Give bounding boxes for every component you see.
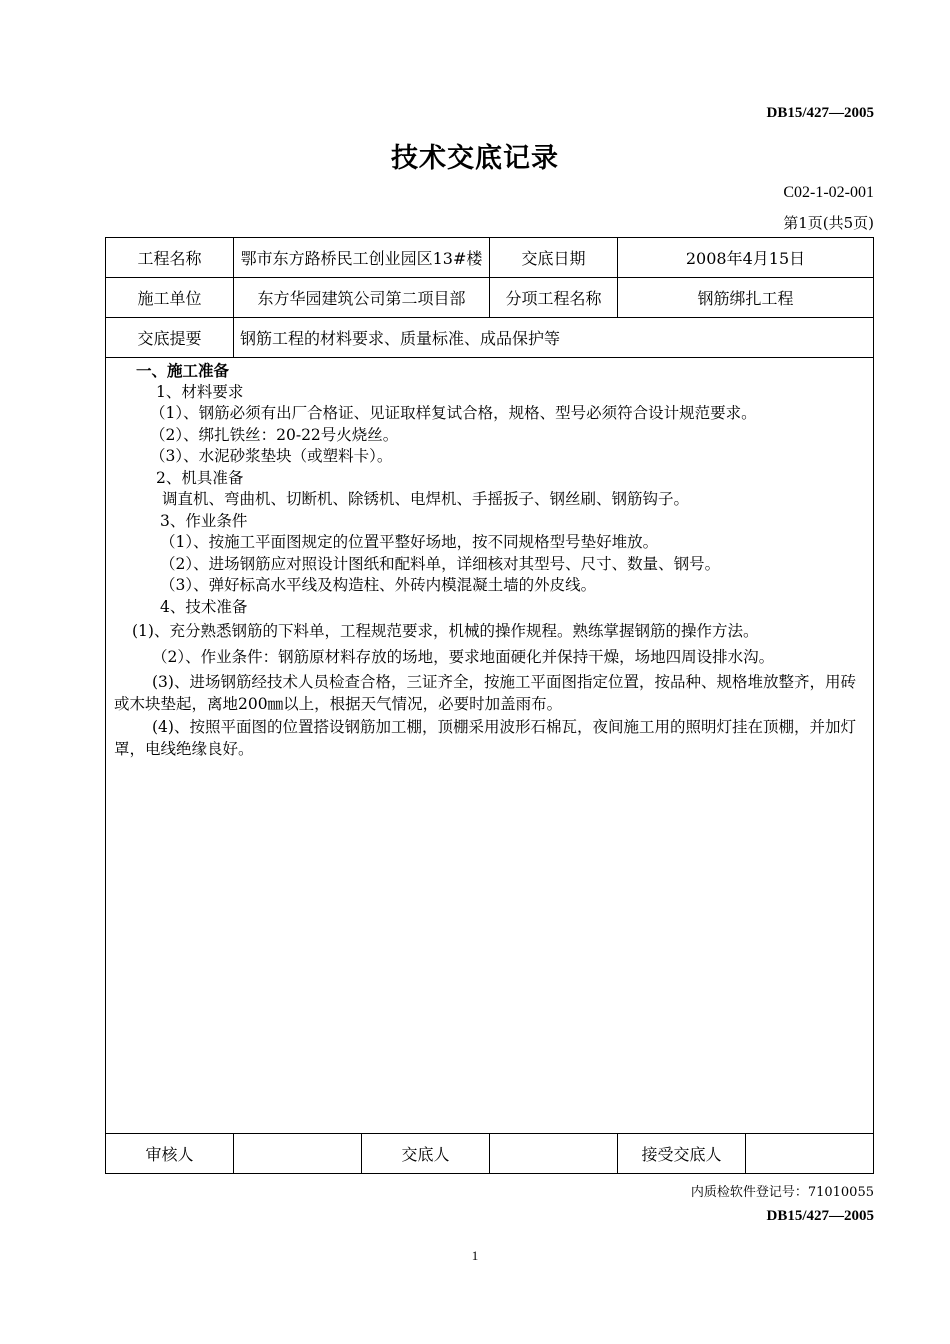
section-heading: 一、施工准备: [136, 361, 230, 380]
unit-label: 施工单位: [106, 278, 234, 318]
list-item: （2）、进场钢筋应对照设计图纸和配料单，详细核对其型号、尺寸、数量、钢号。: [160, 554, 721, 573]
paragraph: （2）、作业条件：钢筋原材料存放的场地，要求地面硬化并保持干燥，场地四周设排水沟。: [152, 647, 775, 666]
list-item: （3）、弹好标高水平线及构造柱、外砖内模混凝土墙的外皮线。: [160, 576, 597, 594]
list-item: （1）、钢筋必须有出厂合格证、见证取样复试合格，规格、型号必须符合设计规范要求。: [150, 404, 757, 422]
discloser-field: [490, 1134, 618, 1174]
standard-code-top: DB15/427—2005: [766, 105, 874, 121]
standard-code-bottom: DB15/427—2005: [766, 1208, 874, 1224]
discloser-label: 交底人: [362, 1134, 490, 1174]
subproject-value: 钢筋绑扎工程: [618, 278, 874, 318]
unit-value: 东方华园建筑公司第二项目部: [234, 278, 490, 318]
list-item: （1）、按施工平面图规定的位置平整好场地，按不同规格型号垫好堆放。: [160, 533, 659, 551]
subsection-title: 1、材料要求: [156, 382, 244, 401]
summary-label: 交底提要: [106, 318, 234, 358]
list-item: （3）、水泥砂浆垫块（或塑料卡）。: [150, 447, 393, 465]
project-name-label: 工程名称: [106, 238, 234, 278]
summary-value: 钢筋工程的材料要求、质量标准、成品保护等: [234, 318, 874, 358]
subsection-title: 3、作业条件: [160, 511, 248, 530]
subproject-label: 分项工程名称: [490, 278, 618, 318]
paragraph: (4)、按照平面图的位置搭设钢筋加工棚，顶棚采用波形石棉瓦，夜间施工用的照明灯挂在顶棚，并加灯罩，电线绝缘良好。: [114, 718, 856, 758]
disclosure-form: [105, 237, 874, 1174]
page-number: 1: [471, 1248, 479, 1263]
registration-number: 内质检软件登记号：71010055: [690, 1185, 874, 1200]
project-name-value: 鄂市东方路桥民工创业园区13#楼: [234, 238, 490, 278]
list-item: 调直机、弯曲机、切断机、除锈机、电焊机、手摇扳子、钢丝刷、钢筋钩子。: [162, 490, 690, 508]
receiver-field: [746, 1134, 874, 1174]
paragraph: (1)、充分熟悉钢筋的下料单，工程规范要求，机械的操作规程。熟练掌握钢筋的操作方法。: [132, 622, 759, 640]
subsection-title: 2、机具准备: [156, 468, 244, 487]
date-label: 交底日期: [490, 238, 618, 278]
document-title: 技术交底记录: [391, 143, 559, 174]
disclosure-content: [106, 358, 874, 1134]
page-info: 第1页(共5页): [783, 214, 874, 232]
record-code: C02-1-02-001: [783, 184, 874, 201]
receiver-label: 接受交底人: [618, 1134, 746, 1174]
subsection-title: 4、技术准备: [160, 597, 248, 616]
date-value: 2008年4月15日: [618, 238, 874, 278]
list-item: （2）、绑扎铁丝：20-22号火烧丝。: [150, 425, 399, 444]
reviewer-label: 审核人: [106, 1134, 234, 1174]
reviewer-field: [234, 1134, 362, 1174]
paragraph: (3)、进场钢筋经技术人员检查合格，三证齐全，按施工平面图指定位置，按品种、规格堆放整齐，用砖或木块垫起，离地200㎜以上，根据天气情况，必要时加盖雨布。: [114, 673, 856, 713]
